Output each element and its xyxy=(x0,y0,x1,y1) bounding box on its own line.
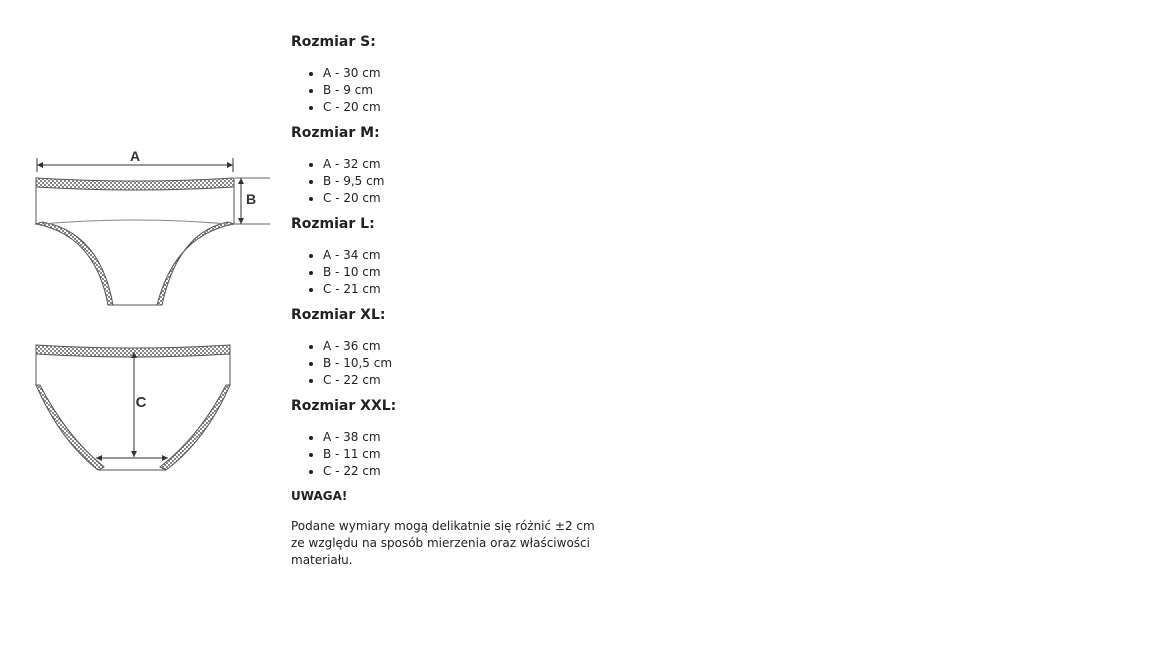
list-item: • A - 38 cm xyxy=(323,429,611,446)
size-block-xxl xyxy=(291,397,611,480)
size-list xyxy=(291,429,611,480)
size-heading: Rozmiar M: xyxy=(291,125,380,141)
back-view xyxy=(36,345,230,470)
list-item: • C - 20 cm xyxy=(323,99,611,116)
label-a: A xyxy=(129,148,141,164)
label-c: C xyxy=(135,394,147,411)
size-list xyxy=(291,65,611,116)
size-heading: Rozmiar L: xyxy=(291,216,375,232)
list-item: • C - 21 cm xyxy=(323,281,611,298)
list-item: • C - 22 cm xyxy=(323,463,611,480)
size-list xyxy=(291,338,611,389)
list-item: • B - 9 cm xyxy=(323,82,611,99)
list-item: • B - 11 cm xyxy=(323,446,611,463)
list-item: • A - 30 cm xyxy=(323,65,611,82)
size-heading: Rozmiar S: xyxy=(291,34,376,50)
list-item: • A - 32 cm xyxy=(323,156,611,173)
front-view xyxy=(36,148,270,305)
size-block-m xyxy=(291,124,611,207)
briefs-diagram-svg xyxy=(0,140,280,480)
list-item: • B - 10 cm xyxy=(323,264,611,281)
size-table-content xyxy=(291,33,611,569)
list-item: • B - 10,5 cm xyxy=(323,355,611,372)
list-item: • A - 34 cm xyxy=(323,247,611,264)
size-block-xl xyxy=(291,306,611,389)
size-list xyxy=(291,156,611,207)
size-block-s xyxy=(291,33,611,116)
size-block-l xyxy=(291,215,611,298)
size-heading: Rozmiar XXL: xyxy=(291,398,397,414)
warning-text: Podane wymiary mogą delikatnie się różnić ±2 cm ze względu na sposób mierzenia oraz właściwości materiału. xyxy=(291,519,595,567)
warning-title: UWAGA! xyxy=(291,489,348,503)
label-b: B xyxy=(245,191,257,207)
list-item: • C - 22 cm xyxy=(323,372,611,389)
list-item: • C - 20 cm xyxy=(323,190,611,207)
list-item: • A - 36 cm xyxy=(323,338,611,355)
size-heading: Rozmiar XL: xyxy=(291,307,386,323)
list-item: • B - 9,5 cm xyxy=(323,173,611,190)
size-list xyxy=(291,247,611,298)
size-diagram xyxy=(0,140,280,480)
